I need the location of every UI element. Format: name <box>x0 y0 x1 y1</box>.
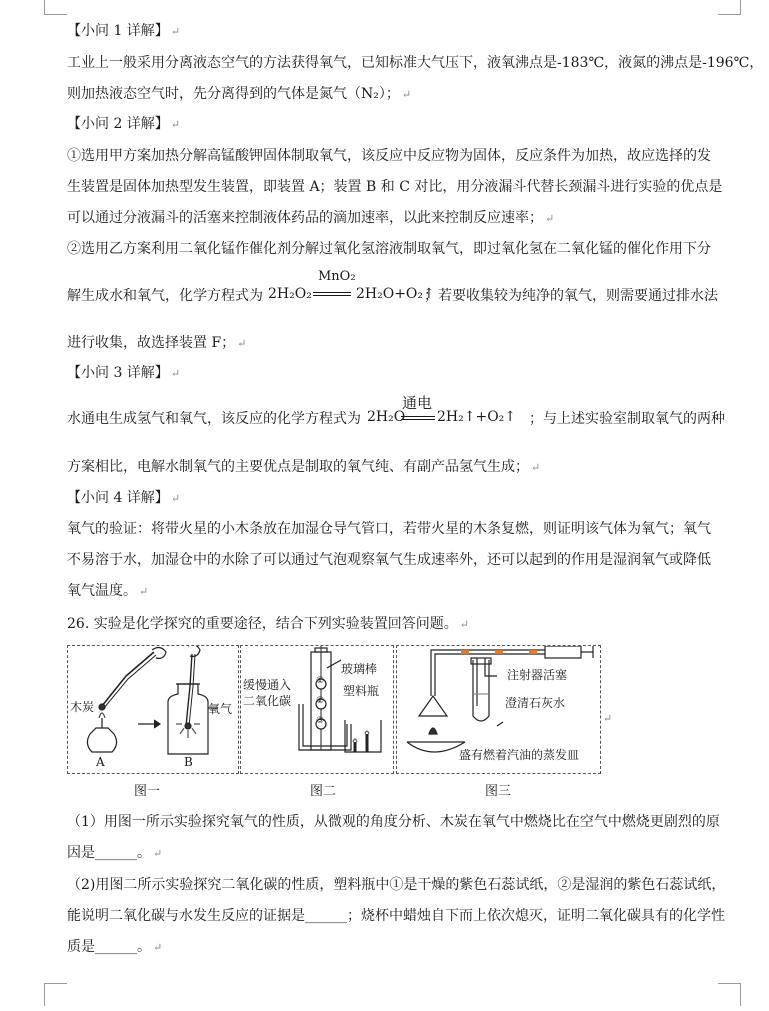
question-1-line-1: （1）用图一所示实验探究氧气的性质，从微观的角度分析、木炭在氧气中燃烧比在空气中燃烧更剧烈的原 <box>67 814 720 830</box>
equation-1-product: 2H₂O+O₂↑ <box>356 286 435 302</box>
paragraph-2-line-4: ②选用乙方案利用二氧化锰作催化剂分解过氧化氢溶液制取氧气，即过氧化氢在二氧化锰的催化作用下分 <box>67 241 711 257</box>
question-1-line-2: 因是______。 ↵ <box>67 845 163 861</box>
equation-1-bar-bottom <box>313 295 351 296</box>
figure-2-marker-3: ③ <box>316 716 325 726</box>
section-heading-3: 【小问 3 详解】 ↵ <box>67 365 181 381</box>
question-2-line-3: 质是______。 ↵ <box>67 939 163 955</box>
section-heading-2: 【小问 2 详解】 ↵ <box>67 116 181 132</box>
question-2-line-1: （2)用图二所示实验探究二氧化碳的性质，塑料瓶中①是干燥的紫色石蕊试纸，②是湿润的紫色石蕊试纸， <box>67 877 726 893</box>
paragraph-4-line-1: 氧气的验证：将带火星的小木条放在加湿仓导气管口，若带火星的木条复燃，则证明该气体为氧气；氧气 <box>67 521 711 537</box>
equation-2-product: 2H₂↑+O₂↑ <box>437 409 517 425</box>
equation-2-bar-bottom <box>401 419 435 420</box>
question-26-title: 26. 实验是化学探究的重要途径，结合下列实验装置回答问题。 ↵ <box>67 616 469 632</box>
section-heading-1: 【小问 1 详解】 ↵ <box>67 23 181 39</box>
figure-2-marker-2: ② <box>316 696 325 706</box>
figure-3-caption: 图三 <box>485 784 512 799</box>
figure-2-label-plastic-bottle: 塑料瓶 <box>343 684 380 698</box>
section-heading-4: 【小问 4 详解】 ↵ <box>67 490 181 506</box>
corner-mark-bottom-left <box>44 983 67 1006</box>
question-2-line-2: 能说明二氧化碳与水发生反应的证据是______；烧杯中蜡烛自下而上依次熄灭，证明二氧化碳具有的化学性 <box>67 908 725 924</box>
corner-mark-top-right <box>718 0 741 15</box>
figure-1-label-charcoal: 木炭 <box>70 700 95 714</box>
paragraph-2-line-6: 进行收集，故选择装置 F； ↵ <box>67 335 247 351</box>
paragraph-2-line-5-pre: 解生成水和氧气，化学方程式为 <box>67 288 263 304</box>
figure-2-caption: 图二 <box>310 784 337 799</box>
paragraph-4-line-3: 氧气温度。 ↵ <box>67 583 149 599</box>
figure-1-label-b: B <box>184 755 193 769</box>
paragraph-3-line-2: 方案相比，电解水制氧气的主要优点是制取的氧气纯、有副产品氢气生成； ↵ <box>67 459 541 475</box>
figure-2-label-co2-line1: 缓慢通入 <box>243 678 292 692</box>
figure-2-label-glass-rod: 玻璃棒 <box>341 662 378 676</box>
paragraph-2-line-1: ①选用甲方案加热分解高锰酸钾固体制取氧气，该反应中反应物为固体，反应条件为加热，故应选择的发 <box>67 148 711 164</box>
figure-2-marker-1: ① <box>316 676 325 686</box>
paragraph-2-line-3: 可以通过分液漏斗的活塞来控制液体药品的滴加速率，以此来控制反应速率； ↵ <box>67 210 555 226</box>
paragraph-1-line-1: 工业上一般采用分离液态空气的方法获得氧气，已知标准大气压下，液氧沸点是-183℃，液氮的沸点是-196℃， <box>67 55 764 71</box>
paragraph-4-line-2: 不易溶于水，加湿仓中的水除了可以通过气泡观察氧气生成速率外，还可以起到的作用是湿润氧气或降低 <box>67 552 711 568</box>
corner-mark-top-left <box>44 0 67 15</box>
equation-1-condition: MnO₂ <box>318 269 356 284</box>
figure-2-panel <box>240 645 394 774</box>
figure-1-label-a: A <box>96 755 105 769</box>
paragraph-1-line-2: 则加热液态空气时，先分离得到的气体是氮气（N₂）； ↵ <box>67 86 412 102</box>
paragraph-3-line-1-pre: 水通电生成氢气和氧气，该反应的化学方程式为 <box>67 411 361 427</box>
paragraph-mark-figures: ↵ <box>603 712 613 725</box>
paragraph-2-line-5-post: ；若要收集较为纯净的氧气，则需要通过排水法 <box>424 288 718 304</box>
equation-1-reactant: 2H₂O₂ <box>268 286 312 302</box>
figure-3-label-limewater: 澄清石灰水 <box>505 696 566 710</box>
figure-3-label-evaporating-dish: 盛有燃着汽油的蒸发皿 <box>459 748 580 762</box>
equation-2-condition: 通电 <box>402 394 433 412</box>
equation-2-bar-top <box>401 416 435 417</box>
corner-mark-bottom-right <box>718 983 741 1006</box>
equation-2-reactant: 2H₂O <box>367 409 406 425</box>
paragraph-2-line-2: 生装置是固体加热型发生装置，即装置 A；装置 B 和 C 对比，用分液漏斗代替长颈漏斗进行实验的优点是 <box>67 179 723 195</box>
figure-1-panel <box>67 645 239 774</box>
figure-1-label-oxygen: 氧气 <box>208 702 233 716</box>
figure-2-label-co2-line2: 二氧化碳 <box>243 694 292 708</box>
figure-3-panel <box>396 645 601 774</box>
equation-1-bar-top <box>313 292 351 293</box>
figure-3-label-syringe-piston: 注射器活塞 <box>507 668 568 682</box>
figure-1-caption: 图一 <box>134 784 161 799</box>
paragraph-3-line-1-post: ；与上述实验室制取氧气的两种 <box>529 411 725 427</box>
